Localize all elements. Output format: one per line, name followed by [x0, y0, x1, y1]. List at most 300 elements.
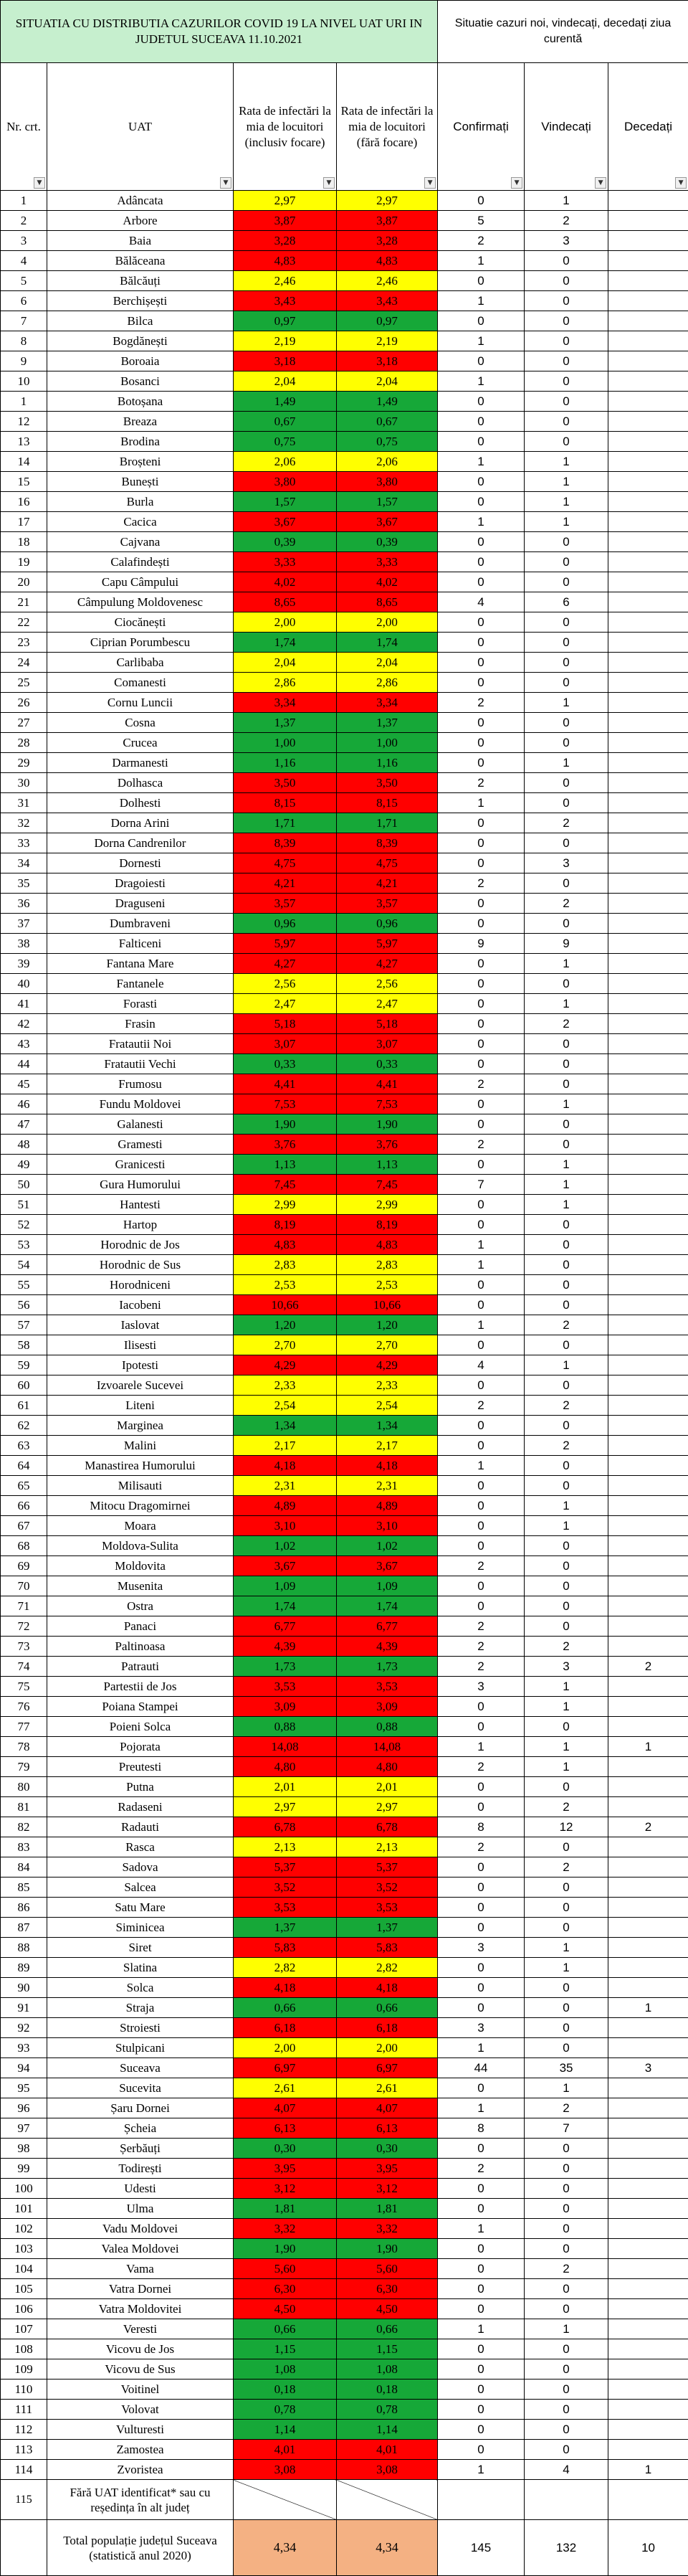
cell-rate-excl: 14,08 — [337, 1737, 438, 1757]
cell-rate-excl: 4,18 — [337, 1456, 438, 1476]
table-row — [1, 1135, 688, 1155]
cell-decedati — [608, 412, 688, 432]
cell-confirmati: 4 — [438, 1355, 525, 1375]
cell-confirmati: 0 — [438, 894, 525, 914]
cell-nr: 99 — [1, 2159, 47, 2179]
table-row — [1, 633, 688, 653]
cell-rate-incl: 4,02 — [234, 572, 337, 592]
cell-vindecati: 1 — [525, 753, 608, 773]
cell-decedati — [608, 1918, 688, 1938]
cell-confirmati: 0 — [438, 2279, 525, 2299]
cell-rate-incl: 4,39 — [234, 1637, 337, 1657]
cell-nr: 12 — [1, 412, 47, 432]
cell-vindecati: 1 — [525, 2319, 608, 2339]
cell-rate-incl: 1,02 — [234, 1536, 337, 1556]
cell-nr: 85 — [1, 1877, 47, 1898]
cell-uat: Zamostea — [47, 2440, 234, 2460]
cell-rate-incl: 4,89 — [234, 1496, 337, 1516]
cell-rate-excl: 2,06 — [337, 452, 438, 472]
cell-confirmati: 7 — [438, 1175, 525, 1195]
cell-nr: 4 — [1, 251, 47, 271]
table-row — [1, 753, 688, 773]
cell-decedati — [608, 954, 688, 974]
table-row — [1, 2259, 688, 2279]
cell-vindecati: 0 — [525, 392, 608, 412]
cell-decedati — [608, 1717, 688, 1737]
cell-rate-incl: 4,18 — [234, 1456, 337, 1476]
cell-decedati — [608, 1556, 688, 1576]
cell-confirmati: 2 — [438, 1556, 525, 1576]
cell-rate-excl: 2,86 — [337, 673, 438, 693]
cell-uat: Dolhesti — [47, 793, 234, 813]
cell-confirmati: 0 — [438, 1014, 525, 1034]
cell-uat: Bălăceana — [47, 251, 234, 271]
cell-vindecati: 0 — [525, 1054, 608, 1074]
cell-rate-incl: 3,53 — [234, 1677, 337, 1697]
table-row — [1, 894, 688, 914]
cell-nr: 83 — [1, 1837, 47, 1857]
cell-decedati — [608, 351, 688, 371]
cell-nr: 84 — [1, 1857, 47, 1877]
cell-nr: 1 — [1, 392, 47, 412]
cell-uat: Horodnic de Sus — [47, 1255, 234, 1275]
table-row — [1, 572, 688, 592]
cell-rate-incl: 0,78 — [234, 2400, 337, 2420]
cell-vindecati: 0 — [525, 1135, 608, 1155]
cell-rate-excl: 2,83 — [337, 1255, 438, 1275]
cell-vindecati: 0 — [525, 793, 608, 813]
cell-confirmati: 0 — [438, 813, 525, 833]
cell-vindecati: 3 — [525, 1657, 608, 1677]
cell-rate-excl: 2,56 — [337, 974, 438, 994]
cell-nr: 88 — [1, 1938, 47, 1958]
cell-nr: 55 — [1, 1275, 47, 1295]
cell-confirmati: 0 — [438, 1978, 525, 1998]
cell-rate-incl: 4,83 — [234, 1235, 337, 1255]
cell-rate-incl: 1,73 — [234, 1657, 337, 1677]
cell-rate-excl: 3,57 — [337, 894, 438, 914]
cell-rate-excl: 0,30 — [337, 2139, 438, 2159]
cell-decedati — [608, 371, 688, 392]
cell-nr: 31 — [1, 793, 47, 813]
cell-uat: Musenita — [47, 1576, 234, 1596]
table-row — [1, 1817, 688, 1837]
cell-vindecati: 0 — [525, 271, 608, 291]
cell-uat: Preutesti — [47, 1757, 234, 1777]
filter-vindecati-button[interactable] — [595, 177, 606, 189]
table-row — [1, 673, 688, 693]
cell-rate-excl: 1,34 — [337, 1416, 438, 1436]
cell-nr: 33 — [1, 833, 47, 853]
cell-uat: Frasin — [47, 1014, 234, 1034]
col-header-uat-label: UAT — [128, 120, 152, 133]
cell-nr: 68 — [1, 1536, 47, 1556]
cell-confirmati: 2 — [438, 1396, 525, 1416]
cell-nr: 23 — [1, 633, 47, 653]
cell-decedati — [608, 552, 688, 572]
cell-confirmati: 0 — [438, 271, 525, 291]
cell-nr: 111 — [1, 2400, 47, 2420]
cell-rate-excl: 7,45 — [337, 1175, 438, 1195]
cell-rate-incl: 2,97 — [234, 191, 337, 211]
cell-confirmati: 0 — [438, 733, 525, 753]
table-row — [1, 693, 688, 713]
cell-uat: Gura Humorului — [47, 1175, 234, 1195]
cell-rate-excl: 1,81 — [337, 2199, 438, 2219]
cell-uat: Stroiesti — [47, 2018, 234, 2038]
cell-confirmati: 0 — [438, 432, 525, 452]
cell-decedati — [608, 1797, 688, 1817]
cell-rate-excl: 0,67 — [337, 412, 438, 432]
cell-confirmati: 0 — [438, 392, 525, 412]
cell-rate-incl: 1,08 — [234, 2359, 337, 2380]
cell-nr: 16 — [1, 492, 47, 512]
report-title: SITUATIA CU DISTRIBUTIA CAZURILOR COVID 19 LA NIVEL UAT URI IN JUDETUL SUCEAVA 11.10.2021 — [1, 1, 438, 63]
cell-rate-excl: 3,53 — [337, 1677, 438, 1697]
table-row — [1, 331, 688, 351]
cell-rate-incl: 2,97 — [234, 1797, 337, 1817]
cell-decedati — [608, 1396, 688, 1416]
cell-uat: Draguseni — [47, 894, 234, 914]
cell-rate-excl: 3,08 — [337, 2460, 438, 2480]
table-row — [1, 2380, 688, 2400]
table-row — [1, 1797, 688, 1817]
cell-confirmati: 0 — [438, 1375, 525, 1396]
cell-vindecati: 2 — [525, 813, 608, 833]
table-row — [1, 2058, 688, 2078]
cell-confirmati: 1 — [438, 2219, 525, 2239]
cell-rate-incl: 2,06 — [234, 452, 337, 472]
cell-nr: 94 — [1, 2058, 47, 2078]
cell-confirmati: 1 — [438, 2098, 525, 2118]
filter-uat-button[interactable] — [220, 177, 231, 189]
cell-vindecati: 0 — [525, 2159, 608, 2179]
cell-rate-incl: 2,99 — [234, 1195, 337, 1215]
cell-decedati — [608, 914, 688, 934]
cell-confirmati: 0 — [438, 351, 525, 371]
cell-rate-excl: 3,87 — [337, 211, 438, 231]
cell-uat: Veresti — [47, 2319, 234, 2339]
table-row — [1, 1637, 688, 1657]
cell-decedati — [608, 1034, 688, 1054]
cell-uat: Moara — [47, 1516, 234, 1536]
table-row — [1, 231, 688, 251]
cell-confirmati: 0 — [438, 2259, 525, 2279]
cell-rate-excl: 7,53 — [337, 1094, 438, 1114]
cell-nr: 106 — [1, 2299, 47, 2319]
table-row — [1, 1556, 688, 1576]
cell-rate-excl: 3,50 — [337, 773, 438, 793]
table-row — [1, 1436, 688, 1456]
table-row — [1, 1536, 688, 1556]
cell-vindecati: 0 — [525, 974, 608, 994]
cell-confirmati: 0 — [438, 1697, 525, 1717]
cell-confirmati: 0 — [438, 633, 525, 653]
cell-rate-incl: 6,30 — [234, 2279, 337, 2299]
cell-decedati — [608, 2440, 688, 2460]
cell-vindecati: 2 — [525, 2259, 608, 2279]
unidentified-decedati — [608, 2480, 688, 2520]
cell-rate-incl: 3,50 — [234, 773, 337, 793]
col-header-rate-excl-label: Rata de infectări la mia de locuitori (fără focare) — [341, 104, 434, 149]
cell-rate-incl: 3,28 — [234, 231, 337, 251]
cell-rate-incl: 3,34 — [234, 693, 337, 713]
cell-rate-excl: 1,90 — [337, 2239, 438, 2259]
filter-rate-excl-button[interactable] — [424, 177, 436, 189]
cell-nr: 48 — [1, 1135, 47, 1155]
cell-uat: Siret — [47, 1938, 234, 1958]
table-row — [1, 1777, 688, 1797]
cell-uat: Fantanele — [47, 974, 234, 994]
cell-nr: 10 — [1, 371, 47, 392]
cell-decedati — [608, 271, 688, 291]
cell-rate-incl: 1,57 — [234, 492, 337, 512]
cell-confirmati: 0 — [438, 1155, 525, 1175]
cell-vindecati: 0 — [525, 2359, 608, 2380]
cell-rate-excl: 3,18 — [337, 351, 438, 371]
cell-rate-incl: 4,29 — [234, 1355, 337, 1375]
cell-confirmati: 0 — [438, 713, 525, 733]
cell-nr: 47 — [1, 1114, 47, 1135]
cell-uat: Cacica — [47, 512, 234, 532]
total-label: Total populație județul Suceava (statistică anul 2020) — [47, 2520, 234, 2576]
cell-decedati: 1 — [608, 2460, 688, 2480]
cell-uat: Sadova — [47, 1857, 234, 1877]
cell-rate-incl: 2,17 — [234, 1436, 337, 1456]
table-row — [1, 392, 688, 412]
cell-rate-excl: 4,75 — [337, 853, 438, 873]
cell-decedati — [608, 2359, 688, 2380]
cell-nr: 70 — [1, 1576, 47, 1596]
cell-confirmati: 5 — [438, 211, 525, 231]
cell-rate-incl: 2,04 — [234, 371, 337, 392]
table-row — [1, 813, 688, 833]
cell-rate-excl: 3,32 — [337, 2219, 438, 2239]
cell-rate-excl: 4,41 — [337, 1074, 438, 1094]
cell-decedati — [608, 1757, 688, 1777]
cell-uat: Vicovu de Sus — [47, 2359, 234, 2380]
table-row — [1, 2098, 688, 2118]
cell-confirmati: 0 — [438, 552, 525, 572]
cell-vindecati: 0 — [525, 1335, 608, 1355]
cell-vindecati: 0 — [525, 1998, 608, 2018]
cell-decedati — [608, 1857, 688, 1877]
cell-nr: 75 — [1, 1677, 47, 1697]
cell-nr: 92 — [1, 2018, 47, 2038]
cell-nr: 96 — [1, 2098, 47, 2118]
cell-uat: Șcheia — [47, 2118, 234, 2139]
cell-uat: Carlibaba — [47, 653, 234, 673]
total-confirmati: 145 — [438, 2520, 525, 2576]
cell-uat: Șerbăuți — [47, 2139, 234, 2159]
dropdown-arrow-icon: ▼ — [224, 179, 229, 186]
cell-rate-incl: 4,01 — [234, 2440, 337, 2460]
col-header-decedati-label: Decedați — [624, 120, 672, 133]
table-row — [1, 853, 688, 873]
cell-confirmati: 1 — [438, 2038, 525, 2058]
cell-decedati — [608, 1958, 688, 1978]
cell-vindecati: 0 — [525, 2440, 608, 2460]
cell-rate-incl: 6,13 — [234, 2118, 337, 2139]
cell-nr: 64 — [1, 1456, 47, 1476]
table-row — [1, 1737, 688, 1757]
cell-confirmati: 1 — [438, 1315, 525, 1335]
table-row — [1, 1014, 688, 1034]
cell-vindecati: 0 — [525, 1877, 608, 1898]
col-header-vindecati — [525, 63, 608, 191]
cell-uat: Ciprian Porumbescu — [47, 633, 234, 653]
table-row — [1, 291, 688, 311]
cell-rate-excl: 3,12 — [337, 2179, 438, 2199]
cell-uat: Brodina — [47, 432, 234, 452]
cell-rate-excl: 5,60 — [337, 2259, 438, 2279]
cell-confirmati: 0 — [438, 954, 525, 974]
table-row — [1, 1255, 688, 1275]
cell-decedati — [608, 1496, 688, 1516]
cell-decedati — [608, 2339, 688, 2359]
cell-decedati — [608, 331, 688, 351]
cell-confirmati: 9 — [438, 934, 525, 954]
table-row — [1, 211, 688, 231]
cell-rate-excl: 2,97 — [337, 191, 438, 211]
cell-uat: Siminicea — [47, 1918, 234, 1938]
cell-decedati — [608, 1436, 688, 1456]
cell-rate-excl: 1,15 — [337, 2339, 438, 2359]
cell-rate-excl: 1,37 — [337, 713, 438, 733]
cell-confirmati: 0 — [438, 2199, 525, 2219]
cell-confirmati: 0 — [438, 1215, 525, 1235]
cell-rate-incl: 2,19 — [234, 331, 337, 351]
table-row — [1, 954, 688, 974]
cell-rate-excl: 4,83 — [337, 1235, 438, 1255]
filter-decedati-button[interactable] — [675, 177, 687, 189]
cell-nr: 50 — [1, 1175, 47, 1195]
cell-uat: Bunești — [47, 472, 234, 492]
table-row — [1, 1295, 688, 1315]
cell-decedati — [608, 1054, 688, 1074]
cell-vindecati: 1 — [525, 1958, 608, 1978]
cell-uat: Dorna Arini — [47, 813, 234, 833]
cell-rate-excl: 2,46 — [337, 271, 438, 291]
table-row — [1, 1215, 688, 1235]
cell-nr: 35 — [1, 873, 47, 894]
cell-uat: Bosanci — [47, 371, 234, 392]
cell-confirmati: 0 — [438, 492, 525, 512]
cell-vindecati: 0 — [525, 2018, 608, 2038]
cell-rate-excl: 3,34 — [337, 693, 438, 713]
cell-uat: Rasca — [47, 1837, 234, 1857]
cell-nr: 60 — [1, 1375, 47, 1396]
table-row — [1, 934, 688, 954]
cell-vindecati: 1 — [525, 1697, 608, 1717]
col-header-nr — [1, 63, 47, 191]
cell-confirmati: 0 — [438, 1476, 525, 1496]
cell-rate-excl: 1,14 — [337, 2420, 438, 2440]
cell-uat: Slatina — [47, 1958, 234, 1978]
table-row — [1, 1918, 688, 1938]
cell-nr: 71 — [1, 1596, 47, 1616]
cell-rate-incl: 0,30 — [234, 2139, 337, 2159]
cell-decedati — [608, 1375, 688, 1396]
cell-vindecati: 2 — [525, 894, 608, 914]
column-header-row — [1, 63, 688, 191]
cell-rate-incl: 6,18 — [234, 2018, 337, 2038]
cell-rate-excl: 3,76 — [337, 1135, 438, 1155]
cell-decedati — [608, 1135, 688, 1155]
cell-confirmati: 0 — [438, 1516, 525, 1536]
cell-decedati — [608, 2420, 688, 2440]
table-row — [1, 873, 688, 894]
dropdown-arrow-icon: ▼ — [37, 179, 42, 186]
cell-uat: Comanesti — [47, 673, 234, 693]
cell-rate-excl: 3,95 — [337, 2159, 438, 2179]
col-header-rate-incl — [234, 63, 337, 191]
cell-rate-incl: 3,10 — [234, 1516, 337, 1536]
cell-rate-incl: 2,33 — [234, 1375, 337, 1396]
col-header-confirmati-label: Confirmați — [453, 120, 508, 133]
cell-nr: 82 — [1, 1817, 47, 1837]
cell-vindecati: 1 — [525, 492, 608, 512]
cell-decedati: 2 — [608, 1657, 688, 1677]
cell-uat: Ulma — [47, 2199, 234, 2219]
cell-rate-excl: 4,80 — [337, 1757, 438, 1777]
cell-confirmati: 0 — [438, 2380, 525, 2400]
cell-nr: 108 — [1, 2339, 47, 2359]
cell-rate-excl: 4,50 — [337, 2299, 438, 2319]
cell-uat: Horodniceni — [47, 1275, 234, 1295]
cell-uat: Șaru Dornei — [47, 2098, 234, 2118]
cell-vindecati: 0 — [525, 1295, 608, 1315]
cell-vindecati: 1 — [525, 1175, 608, 1195]
cell-vindecati: 2 — [525, 1797, 608, 1817]
cell-nr: 101 — [1, 2199, 47, 2219]
cell-rate-incl: 5,97 — [234, 934, 337, 954]
cell-vindecati: 6 — [525, 592, 608, 612]
table-row — [1, 311, 688, 331]
cell-confirmati: 0 — [438, 914, 525, 934]
cell-confirmati: 0 — [438, 1998, 525, 2018]
cell-confirmati: 2 — [438, 2159, 525, 2179]
cell-rate-excl: 3,67 — [337, 1556, 438, 1576]
filter-confirmati-button[interactable] — [511, 177, 522, 189]
cell-confirmati: 1 — [438, 251, 525, 271]
cell-vindecati: 0 — [525, 1375, 608, 1396]
cell-uat: Satu Mare — [47, 1898, 234, 1918]
cell-vindecati: 2 — [525, 2098, 608, 2118]
cell-confirmati: 0 — [438, 1958, 525, 1978]
cell-rate-incl: 0,96 — [234, 914, 337, 934]
col-header-rate-excl — [337, 63, 438, 191]
cell-uat: Iacobeni — [47, 1295, 234, 1315]
cell-decedati — [608, 934, 688, 954]
cell-uat: Burla — [47, 492, 234, 512]
table-row — [1, 1235, 688, 1255]
cell-decedati — [608, 1255, 688, 1275]
cell-rate-incl: 4,18 — [234, 1978, 337, 1998]
cell-nr: 77 — [1, 1717, 47, 1737]
filter-nr-button[interactable] — [34, 177, 45, 189]
cell-confirmati: 0 — [438, 1857, 525, 1877]
cell-nr: 40 — [1, 974, 47, 994]
cell-rate-excl: 3,80 — [337, 472, 438, 492]
cell-decedati — [608, 2179, 688, 2199]
cell-vindecati: 1 — [525, 1155, 608, 1175]
cell-confirmati: 0 — [438, 1335, 525, 1355]
cell-rate-incl: 4,27 — [234, 954, 337, 974]
filter-rate-incl-button[interactable] — [323, 177, 335, 189]
cell-uat: Berchișești — [47, 291, 234, 311]
cell-rate-excl: 3,10 — [337, 1516, 438, 1536]
